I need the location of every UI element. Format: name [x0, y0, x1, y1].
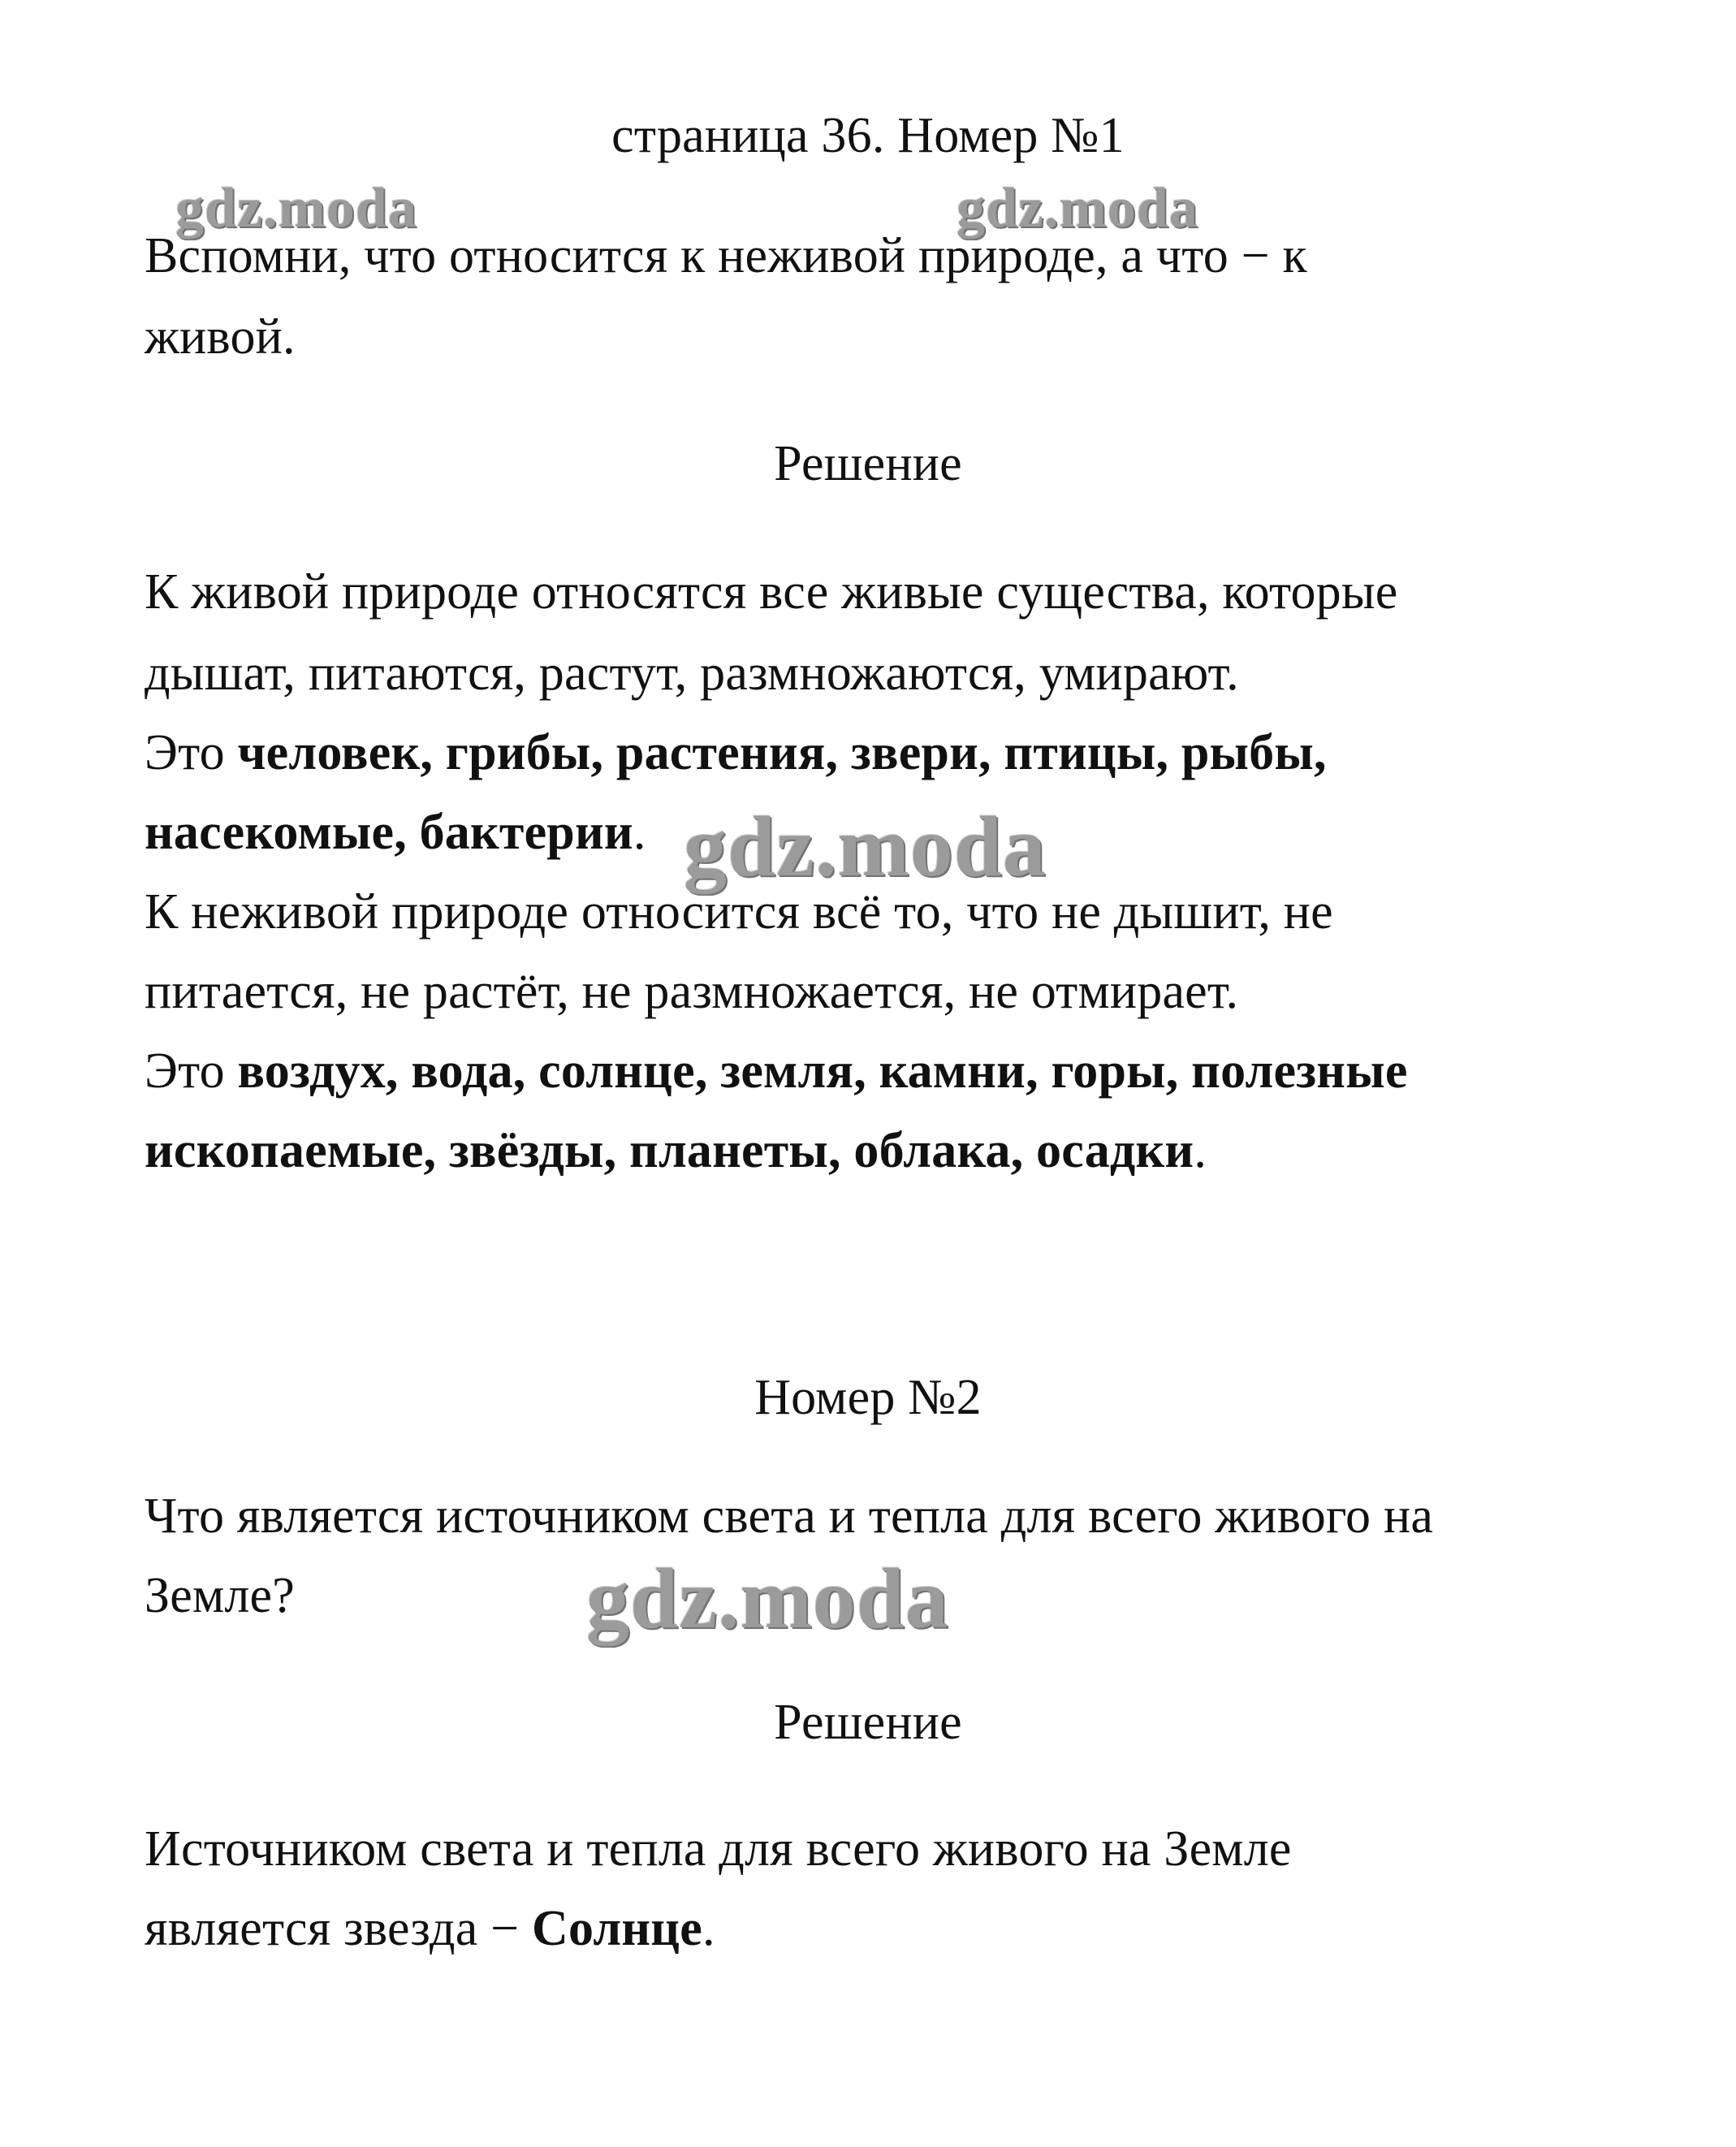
task2-question-line: Земле? — [145, 1568, 295, 1623]
watermark-logo: gdz.moda — [684, 799, 1047, 894]
task1-question-line: живой. — [145, 309, 296, 365]
task2-answer-line: Источником света и тепла для всего живого на Земле — [145, 1821, 1292, 1877]
task1-paragraph-line: К неживой природе относится всё то, что не дышит, не — [145, 884, 1333, 940]
task1-period: . — [1194, 1123, 1207, 1178]
task1-living-list-line — [145, 725, 1327, 780]
task1-period: . — [633, 805, 646, 860]
task2-heading: Номер №2 — [754, 1370, 982, 1425]
task2-question-line: Что является источником света и тепла для всего живого на — [145, 1488, 1434, 1544]
task1-nonliving-list-line — [145, 1043, 1408, 1099]
task2-answer-prefix: является звезда − — [145, 1901, 533, 1956]
watermark-logo: gdz.moda — [175, 177, 417, 240]
task1-nonliving-prefix: Это — [145, 1043, 238, 1099]
task1-living-prefix: Это — [145, 725, 238, 780]
task1-paragraph-line: К живой природе относятся все живые существа, которые — [145, 564, 1398, 620]
page-header: страница 36. Номер №1 — [611, 108, 1125, 163]
task2-answer-line — [145, 1903, 715, 1954]
task1-living-list-line — [145, 807, 646, 858]
task1-living-list: человек, грибы, растения, звери, птицы, рыбы, — [237, 725, 1327, 780]
task1-question-line: Вспомни, что относится к неживой природе, а что − к — [145, 228, 1307, 283]
task2-period: . — [702, 1901, 715, 1956]
task1-paragraph-line: дышат, питаются, растут, размножаются, умирают. — [145, 646, 1239, 701]
task1-solution-heading: Решение — [774, 436, 962, 491]
task2-solution-heading: Решение — [774, 1695, 962, 1750]
task1-nonliving-list: ископаемые, звёзды, планеты, облака, осадки — [145, 1123, 1194, 1178]
watermark-logo: gdz.moda — [957, 177, 1198, 240]
task1-nonliving-list-line — [145, 1125, 1207, 1176]
task2-answer-bold: Солнце — [532, 1901, 702, 1956]
task1-paragraph-line: питается, не растёт, не размножается, не отмирает. — [145, 964, 1239, 1019]
task1-living-list: насекомые, бактерии — [145, 805, 633, 860]
task1-nonliving-list: воздух, вода, солнце, земля, камни, горы, полезные — [237, 1043, 1408, 1099]
watermark-logo: gdz.moda — [586, 1551, 949, 1646]
